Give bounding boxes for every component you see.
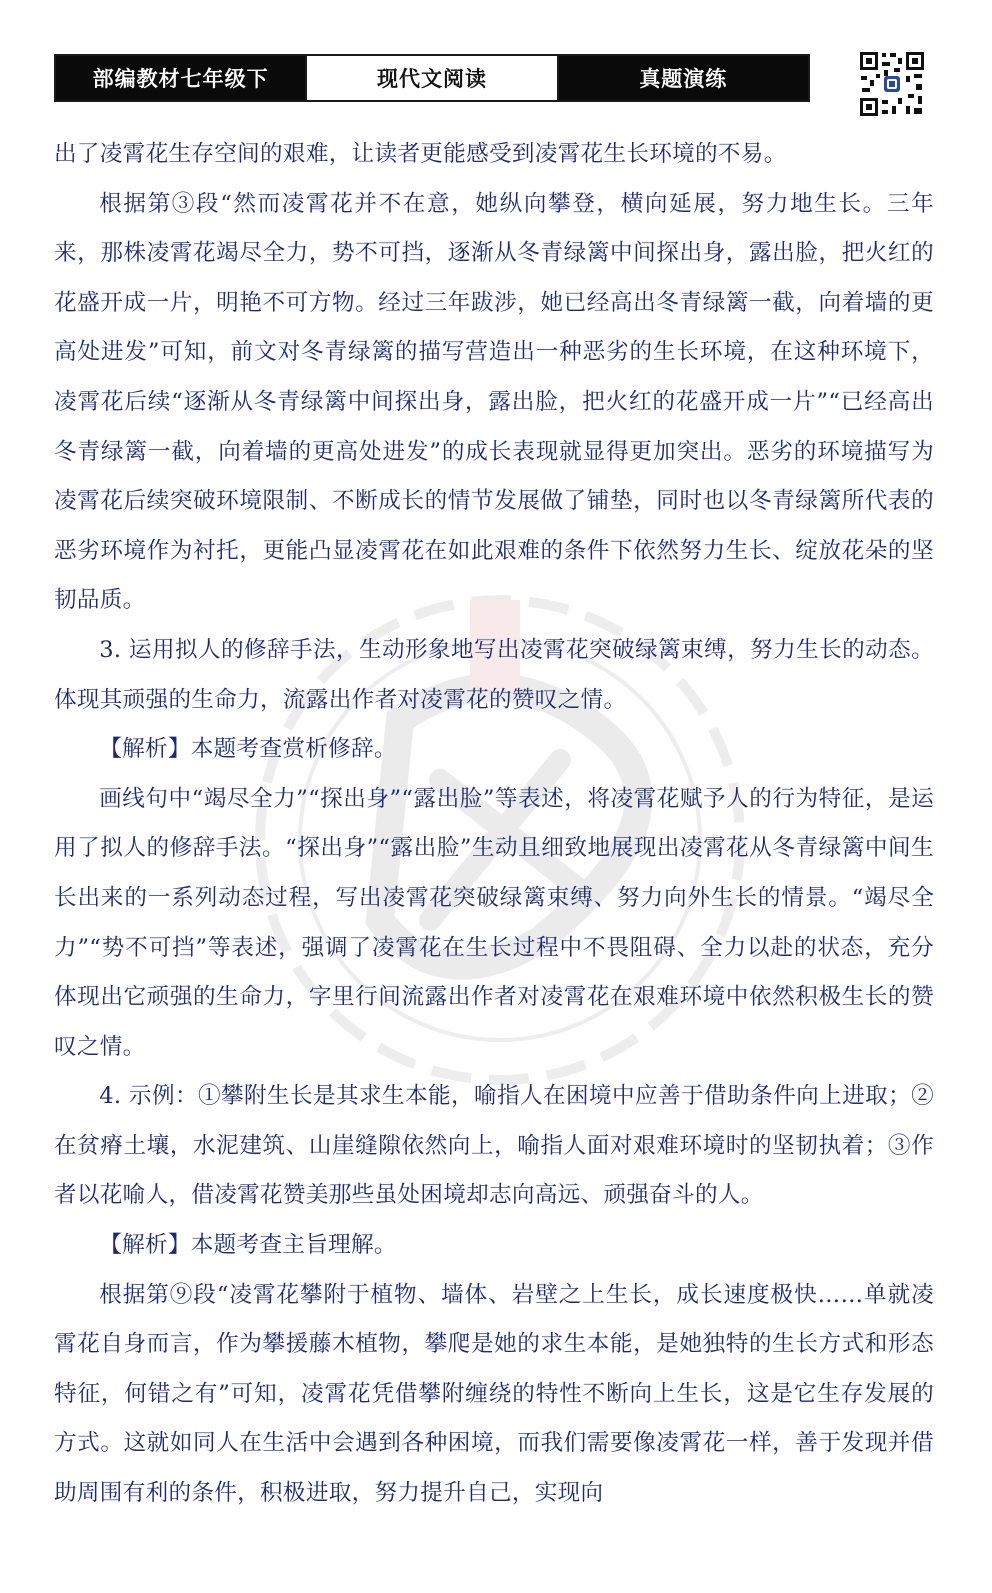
- paragraph-explanation-4-heading: 【解析】本题考查主旨理解。: [99, 1232, 397, 1259]
- header-bar: [54, 54, 810, 102]
- paragraph-explanation-4: 根据第⑨段“凌霄花攀附于植物、墙体、岩壁之上生长，成长速度极快……单就凌霄花自身而言，作为攀援藤木植物，攀爬是她的求生本能，是她独特的生长方式和形态特征，何错之有”可知，凌霄花凭借攀附缠绕的特性不断向上生长，这是它生存发展的方式。这就如同人在生活中会遇到各种困境，而我们需要像凌霄花一样，善于发现并借助周围有利的条件，积极进取，努力提升自己，实现向: [54, 1281, 934, 1507]
- paragraph-analysis-environment: 根据第③段“然而凌霄花并不在意，她纵向攀登，横向延展，努力地生长。三年来，那株凌霄花竭尽全力，势不可挡，逐渐从冬青绿篱中间探出身，露出脸，把火红的花盛开成一片，明艳不可方物。经过三年跋涉，她已经高出冬青绿篱一截，向着墙的更高处进发”可知，前文对冬青绿篱的描写营造出一种恶劣的生长环境，在这种环境下，凌霄花后续“逐渐从冬青绿篱中间探出身，露出脸，把火红的花盛开成一片”“已经高出冬青绿篱一截，向着墙的更高处进发”的成长表现就显得更加突出。恶劣的环境描写为凌霄花后续突破环境限制、不断成长的情节发展做了铺垫，同时也以冬青绿篱所代表的恶劣环境作为衬托，更能凸显凌霄花在如此艰难的条件下依然努力生长、绽放花朵的坚韧品质。: [54, 190, 934, 614]
- paragraph-explanation-3: 画线句中“竭尽全力”“探出身”“露出脸”等表述，将凌霄花赋予人的行为特征，是运用了拟人的修辞手法。“探出身”“露出脸”生动且细致地展现出凌霄花从冬青绿篱中间生长出来的一系列动态过程，写出凌霄花突破绿篱束缚、努力向外生长的情景。“竭尽全力”“势不可挡”等表述，强调了凌霄花在生长过程中不畏阻碍、全力以赴的状态，充分体现出它顽强的生命力，字里行间流露出作者对凌霄花在艰难环境中依然积极生长的赞叹之情。: [54, 785, 934, 1060]
- paragraph-answer-3: 3. 运用拟人的修辞手法，生动形象地写出凌霄花突破绿篱束缚，努力生长的动态。体现其顽强的生命力，流露出作者对凌霄花的赞叹之情。: [54, 636, 934, 713]
- document-body: [54, 130, 934, 1519]
- header-practice-label: 真题演练: [559, 56, 808, 100]
- paragraph-explanation-3-heading: 【解析】本题考查赏析修辞。: [99, 736, 397, 763]
- paragraph-answer-4: 4. 示例：①攀附生长是其求生本能，喻指人在困境中应善于借助条件向上进取；②在贫瘠土壤，水泥建筑、山崖缝隙依然向上，喻指人面对艰难环境时的坚韧执着；③作者以花喻人，借凌霄花赞美那些虽处困境却志向高远、顽强奋斗的人。: [54, 1083, 934, 1209]
- qr-code-icon: [858, 50, 926, 118]
- paragraph-continuation: 出了凌霄花生存空间的艰难，让读者更能感受到凌霄花生长环境的不易。: [54, 141, 787, 167]
- header-section-label: 现代文阅读: [305, 56, 558, 100]
- header-grade-label: 部编教材七年级下: [56, 56, 305, 100]
